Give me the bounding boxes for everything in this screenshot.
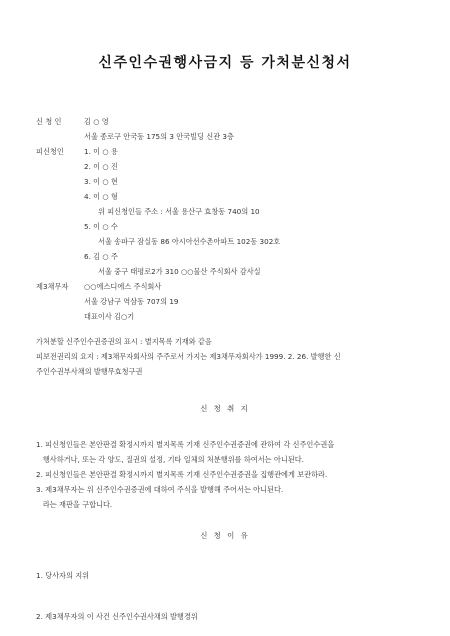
applicant-label: 신 청 인 (36, 117, 62, 126)
respondent-item: 3. 이 ○ 현 (84, 177, 118, 186)
respondent-item: 6. 김 ○ 주 (84, 252, 118, 261)
purpose-line: 행사하거나, 또는 각 양도, 질권의 설정, 기타 일체의 처분행위를 하여서는 아니된다. (36, 455, 304, 464)
third-debtor-address: 서울 강남구 역삼동 707의 19 (84, 297, 179, 306)
applicant-name: 김 ○ 영 (84, 117, 109, 126)
respondent-item: 2. 이 ○ 진 (84, 162, 118, 171)
document-title: 신주인수권행사금지 등 가처분신청서 (98, 55, 352, 71)
purpose-line: 라는 재판을 구합니다. (36, 500, 113, 509)
purpose-line: 1. 피신청인들은 본안판결 확정시까지 별지목록 기재 신주인수권증권에 관하여 각 신주인수권을 (36, 440, 335, 449)
reason-heading: 신 청 이 유 (200, 531, 250, 540)
reason-item: 1. 당사자의 지위 (36, 571, 90, 580)
respondent-address: 서울 송파구 잠실동 86 아시아선수촌아파트 102동 302호 (98, 237, 281, 246)
reason-item: 2. 제3채무자의 이 사건 신주인수권사채의 발행경위 (36, 612, 198, 621)
purpose-line: 3. 제3채무자는 위 신주인수권증권에 대하여 주식을 발행해 주어서는 아니된다. (36, 485, 284, 494)
respondent-item: 5. 이 ○ 수 (84, 222, 118, 231)
third-debtor-label: 제3채무자 (36, 282, 69, 291)
preserved-right: 피보전권리의 요지 : 제3채무자회사의 주주로서 가지는 제3채무자회사가 1999. 2. 26. 발행한 신 (36, 352, 341, 361)
preserved-right-continued: 주인수권부사채의 발행무효청구권 (36, 367, 143, 376)
respondent-address: 서울 중구 태평로2가 310 ○○물산 주식회사 감사실 (98, 267, 261, 276)
purpose-line: 2. 피신청인들은 본안판결 확정시까지 별지목록 기재 신주인수권증권을 집행관에게 보관하라. (36, 470, 328, 479)
purpose-heading: 신 청 취 지 (200, 404, 250, 413)
respondent-label: 피신청인 (36, 147, 64, 156)
respondent-item: 4. 이 ○ 형 (84, 192, 118, 201)
respondents-address: 위 피신청인들 주소 : 서울 용산구 효창동 740의 10 (98, 207, 260, 216)
applicant-address: 서울 종로구 안국동 175의 3 안국빌딩 신관 3층 (84, 132, 234, 141)
injunction-target: 가처분할 신주인수권증권의 표시 : 별지목록 기재와 같음 (36, 337, 212, 346)
respondent-item: 1. 이 ○ 용 (84, 147, 118, 156)
third-debtor-name: ○○에스디에스 주식회사 (84, 282, 162, 291)
third-debtor-representative: 대표이사 김○기 (84, 312, 135, 321)
